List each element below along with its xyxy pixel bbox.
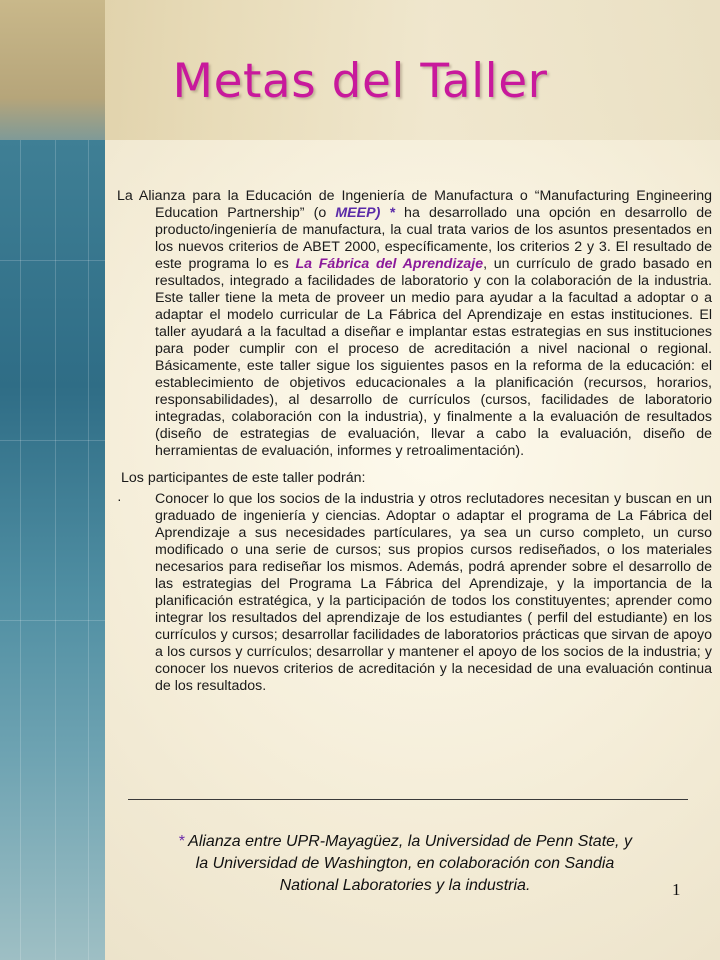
paragraph-text-end: , un currículo de grado basado en resultados, integrado a facilidades de laboratorio y con la colaboración de la industria. Este taller tiene la meta de proveer un medio para ayudar a la facultad a adoptar o a adaptar el modelo curricular de La Fábrica del Aprendizaje en estas instituciones. El taller ayudará a la facultad a diseñar e implantar estas estrategias en sus instituciones para poder cumplir con el proceso de acreditación a nivel nacional o regional. Básicamente, este taller sigue los siguientes pasos en la reforma de la educación: el establecimiento de objetivos educacionales a la planificación (recursos, horarios, responsabilidades), al desarrollo de currículos (cursos, facilidades de laboratorio integradas, colaboración con la industria), y finalmente a la evaluación de resultados (diseño de estrategias de evaluación, llevar a cabo la evaluación, diseño de herramientas de evaluación, informes y retroalimentación). [155, 256, 712, 459]
footnote-line-2: la Universidad de Washington, en colaboración con Sandia [195, 855, 615, 872]
footnote-line-3: National Laboratories y la industria. [279, 877, 531, 894]
page-title: Metas del Taller [172, 54, 548, 109]
main-paragraph [117, 188, 712, 460]
meep-acronym: MEEP) * [335, 205, 395, 221]
program-name: La Fábrica del Aprendizaje [295, 256, 484, 272]
footnote-line-1 [110, 831, 700, 853]
bullet-marker: · [117, 491, 122, 507]
left-decorative-strip [0, 140, 105, 960]
bullet-item [117, 491, 712, 695]
footnote-star: * [178, 833, 185, 850]
slide-number: 1 [672, 880, 681, 899]
body-content [117, 188, 712, 695]
paragraph-text-middle: ha desarrollado una opción en desarrollo de producto/ingeniería de manufactura, la cual trata varios de los asuntos presentados en los nuevos criterios de ABET 2000, específicamente, los criterios 2 y 3. El resultado de este programa lo es [155, 205, 712, 272]
participants-intro: Los participantes de este taller podrán: [121, 470, 366, 486]
footnote [110, 831, 700, 897]
footnote-line-1-text: Alianza entre UPR-Mayagüez, la Universidad de Penn State, y [184, 833, 632, 850]
bullet-text: Conocer lo que los socios de la industria y otros reclutadores necesitan y buscan en un graduado de ingeniería y ciencias. Adoptar o adaptar el programa de La Fábrica del Aprendizaje a sus necesidades partículares, ya sea un curso completo, un curso modificado o una serie de cursos; sus propios cursos rediseñados, o los materiales necesarios para rediseñar los mismos. Además, podrá aprender sobre el desarrollo de las estrategias del Programa La Fábrica del Aprendizaje, y la importancia de la planificación estratégica, y la participación de todos los constituyentes; aprender como integrar los resultados del aprendizaje de los estudiantes ( perfil del estudiante) en los currículos y cursos; desarrollar facilidades de laboratorios prácticas que sirvan de apoyo a los cursos y currículos; desarrollar y mantener el apoyo de los socios de la industria; y conocer los nuevos criterios de acreditación y la necesidad de una evaluación continua de los resultados. [155, 491, 712, 694]
paragraph-text-start: La Alianza para la Educación de Ingeniería de Manufactura o “Manufacturing Engineering Education Partnership” (o [117, 188, 712, 221]
footnote-divider [128, 799, 688, 800]
